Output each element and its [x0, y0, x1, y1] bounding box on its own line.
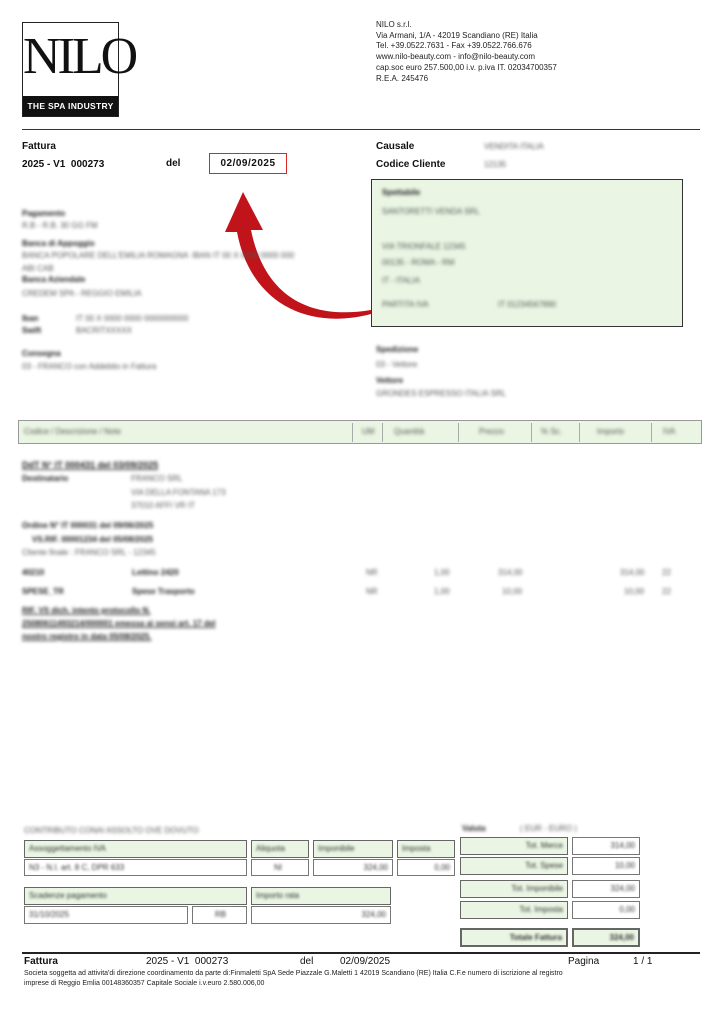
scadenze-cell [192, 906, 247, 924]
table-row [22, 587, 702, 599]
doc-date-highlight [209, 153, 287, 174]
logo-tagline: THE SPA INDUSTRY [27, 101, 114, 111]
grand-total-value-cell [572, 928, 640, 947]
footer-doc-number: 2025 - V1 000273 [146, 956, 229, 967]
spettabile-label: Spettabile [382, 188, 421, 197]
table-header [18, 420, 702, 444]
pagamento-label: Pagamento [22, 209, 66, 218]
row-vat: 22 [662, 568, 671, 577]
banca-value-2: ABI CAB [22, 264, 54, 273]
row-code: 40210 [22, 568, 45, 577]
vs-line: VS.RIF. 00001234 del 05/08/2025 [32, 535, 153, 544]
total-value-cell [572, 880, 640, 898]
dest-line-2: VIA DELLA FONTANA 173 [131, 488, 226, 497]
col-quantity: Quantità [394, 427, 425, 436]
iva-header-text: Aliquota [256, 844, 285, 853]
pagamento-value: R.B - R.B. 30 GG FM [22, 221, 98, 230]
footer-page-value: 1 / 1 [633, 956, 653, 967]
consegna-value: 03 - FRANCO con Addebito in Fattura [22, 362, 157, 371]
swift-label: Swift [22, 326, 42, 335]
col-separator [651, 423, 652, 442]
logo-brand: NILO [23, 28, 136, 85]
col-discount: % Sc. [541, 427, 562, 436]
total-value-cell [572, 837, 640, 855]
grand-total-label-cell [460, 928, 568, 947]
col-um: UM [362, 427, 375, 436]
row-um: NR [366, 587, 378, 596]
table-row [22, 568, 702, 580]
scadenze-header-text: Scadenze pagamento [29, 891, 107, 900]
row-amount: 10,00 [624, 587, 645, 596]
swift-value: BACRITXXXXX [76, 326, 133, 335]
footer-page-label: Pagina [568, 956, 600, 967]
note-line-3: nostro registro in data 05/08/2025. [22, 632, 152, 641]
col-price: Prezzo [479, 427, 504, 436]
col-separator [531, 423, 532, 442]
importo-rata-header-text: Importo rata [256, 891, 300, 900]
grand-total-label: Totale Fattura [509, 933, 562, 942]
banca-az-label: Banca Aziendale [22, 275, 86, 284]
scadenze-cell-text: RB [215, 910, 227, 919]
footer-del-label: del [300, 956, 314, 967]
total-label: Tot. Imponibile [511, 884, 563, 893]
footer-legal-2: imprese di Reggio Emlia 00148360357 Capitale Sociale i.v.euro 2.580.006,00 [24, 980, 265, 987]
partita-label: PARTITA IVA [382, 300, 429, 309]
row-qty: 1,00 [434, 568, 450, 577]
row-desc: Spese Trasporto [132, 587, 195, 596]
total-label: Tot. Imposta [519, 905, 563, 914]
iva-header-imposta [397, 840, 455, 858]
valuta-label: Valuta [462, 824, 486, 833]
col-separator [458, 423, 459, 442]
row-qty: 1,00 [434, 587, 450, 596]
total-label-cell [460, 837, 568, 855]
scadenze-cell-text: 324,00 [361, 910, 386, 919]
ordine-line: Ordine N° IT 000031 del 09/06/2025 [22, 521, 154, 530]
note-line-2: 25080611493214/000001 emessa ai sensi art. 17 del [22, 619, 216, 628]
row-price: 10,00 [502, 587, 523, 596]
iban-value: IT 00 X 0000 0000 0000000000 [76, 314, 189, 323]
total-label-cell [460, 857, 568, 875]
ddt-line: DdT N° IT 000431 del 03/09/2025 [22, 460, 159, 470]
doc-number: 2025 - V1 000273 [22, 159, 105, 170]
cliente-value: 12135 [484, 160, 507, 169]
banca-az-value: CREDEM SPA - REGGIO EMILIA [22, 289, 142, 298]
dest-label: Destinatario [22, 474, 69, 483]
recipient-country: IT - ITALIA [382, 276, 420, 285]
iva-cell [397, 859, 455, 876]
company-line: R.E.A. 245476 [376, 73, 429, 83]
recipient-address-1: VIA TRIONFALE 12345 [382, 242, 466, 251]
iva-cell-text: N3 - N.I. art. 8 C, DPR 633 [29, 863, 125, 872]
banca-value-3: IBAN IT 00 X 0000 0000 000 [192, 251, 295, 260]
importo-rata-header [251, 887, 391, 905]
recipient-name: SANTORETTI VENDA SRL [382, 207, 480, 216]
total-value: 0,00 [619, 905, 635, 914]
valuta-value: ( EUR - EURO ) [520, 824, 577, 833]
row-amount: 314,00 [620, 568, 645, 577]
company-line: cap.soc euro 257.500,00 i.v. p.iva IT. 02034700357 [376, 62, 557, 72]
doc-label: Fattura [22, 141, 56, 152]
footer-doc-label: Fattura [24, 956, 58, 967]
iva-header-imponibile [313, 840, 393, 858]
del-label: del [166, 158, 181, 169]
iva-cell [251, 859, 309, 876]
recipient-panel [371, 179, 683, 327]
total-label-cell [460, 880, 568, 898]
footer-legal-1: Societa soggetta ad attivita'di direzione coordinamento da parte di:Finmaletti SpA Sede Piazzale G.Maletti 1 42019 Scandiano (RE) Italia C.F.e numero di iscrizione al registro [24, 970, 563, 977]
scadenze-cell [24, 906, 188, 924]
scadenze-cell [251, 906, 391, 924]
total-label: Tot. Merce [525, 841, 563, 850]
iva-cell-text: NI [274, 863, 282, 872]
iva-cell-text: 324,00 [363, 863, 388, 872]
contrib-label: CONTRIBUTO CONAI ASSOLTO OVE DOVUTO [24, 826, 199, 835]
note-line-1: RIF. VS dich. intento protocollo N. [22, 606, 151, 615]
col-vat: IVA [663, 427, 676, 436]
iva-cell [313, 859, 393, 876]
iva-header-text: Assoggettamento IVA [29, 844, 106, 853]
footer-divider [22, 952, 700, 954]
header-divider [22, 129, 700, 130]
total-label: Tot. Spese [525, 861, 563, 870]
col-separator [382, 423, 383, 442]
total-value: 314,00 [610, 841, 635, 850]
total-value: 10,00 [614, 861, 635, 870]
total-value: 324,00 [610, 884, 635, 893]
banca-label: Banca di Appoggio [22, 239, 95, 248]
spedizione-label: Spedizione [376, 345, 419, 354]
grand-total-value: 324,00 [609, 933, 634, 942]
iban-label: Iban [22, 314, 39, 323]
company-info [376, 20, 557, 84]
total-value-cell [572, 901, 640, 919]
iva-header-aliquota [251, 840, 309, 858]
col-description: Codice / Descrizione / Note [24, 427, 121, 436]
doc-date: 02/09/2025 [220, 158, 276, 169]
footer-date: 02/09/2025 [340, 956, 391, 967]
banca-value-1: BANCA POPOLARE DELL'EMILIA ROMAGNA [22, 251, 189, 260]
col-amount: Importo [597, 427, 625, 436]
company-logo [22, 22, 136, 117]
total-value-cell [572, 857, 640, 875]
company-line: NILO s.r.l. [376, 20, 412, 29]
cliente-finale: Cliente finale : FRANCO SRL - 12345 [22, 548, 156, 557]
row-vat: 22 [662, 587, 671, 596]
vettore-value: GRONDES ESPRESSO ITALIA SRL [376, 389, 507, 398]
iva-header-text: Imponibile [318, 844, 355, 853]
scadenze-header [24, 887, 247, 905]
causale-label: Causale [376, 141, 415, 152]
iva-header-assoggettamento [24, 840, 247, 858]
scadenze-cell-text: 31/10/2025 [29, 910, 70, 919]
causale-value: VENDITA ITALIA [484, 142, 544, 151]
row-um: NR [366, 568, 378, 577]
row-code: SPESE_TR [22, 587, 64, 596]
iva-cell-text: 0,00 [434, 863, 450, 872]
partita-value: IT 01234567890 [498, 300, 557, 309]
total-label-cell [460, 901, 568, 919]
spedizione-value: 03 - Vettore [376, 360, 418, 369]
recipient-address-2: 00135 - ROMA - RM [382, 258, 455, 267]
col-separator [352, 423, 353, 442]
dest-line-3: 37010 AFFI VR IT [131, 501, 196, 510]
consegna-label: Consegna [22, 349, 61, 358]
col-separator [579, 423, 580, 442]
vettore-label: Vettore [376, 376, 404, 385]
company-line: Tel. +39.0522.7631 - Fax +39.0522.766.676 [376, 41, 532, 51]
company-line: Via Armani, 1/A - 42019 Scandiano (RE) Italia [376, 30, 538, 40]
row-price: 314,00 [498, 568, 523, 577]
dest-line-1: FRANCO SRL [131, 474, 183, 483]
cliente-label: Codice Cliente [376, 159, 446, 170]
iva-cell [24, 859, 247, 876]
company-line: www.nilo-beauty.com - info@nilo-beauty.com [376, 52, 535, 62]
logo-tagline-bar [23, 96, 118, 116]
row-desc: Lettino 2420 [132, 568, 179, 577]
iva-header-text: Imposta [402, 844, 431, 853]
